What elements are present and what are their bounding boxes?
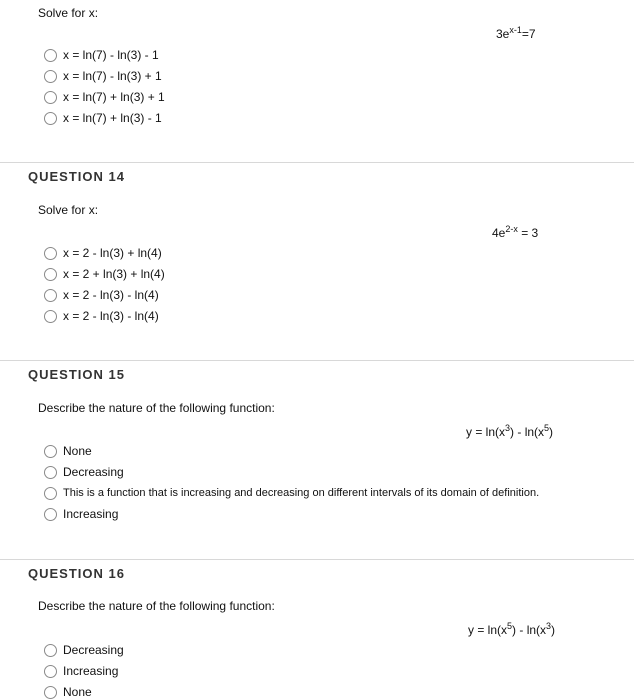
radio-button[interactable] xyxy=(44,445,57,458)
option-label: x = ln(7) - ln(3) - 1 xyxy=(63,48,159,62)
q15-option-3[interactable] xyxy=(44,484,539,502)
option-label: This is a function that is increasing and decreasing on different intervals of its domain of definition. xyxy=(63,487,540,499)
q15-equation: $y = \ln(x^3) - \ln(x^5)$ xyxy=(466,423,554,439)
radio-button[interactable] xyxy=(44,665,57,678)
q14-option-4[interactable] xyxy=(44,307,159,325)
radio-button[interactable] xyxy=(44,644,57,657)
q13-option-1[interactable] xyxy=(44,46,159,64)
option-label: x = ln(7) - ln(3) + 1 xyxy=(63,69,162,83)
radio-button[interactable] xyxy=(44,247,57,260)
q16-header: QUESTION 16 xyxy=(28,566,125,581)
radio-button[interactable] xyxy=(44,466,57,479)
option-label: Decreasing xyxy=(63,465,124,479)
q13-option-2[interactable] xyxy=(44,67,162,85)
option-label: x = 2 - ln(3) - ln(4) xyxy=(63,288,159,302)
q13-equation: $3e^{x-1}=7$ xyxy=(496,25,536,41)
q14-option-3[interactable] xyxy=(44,286,159,304)
radio-button[interactable] xyxy=(44,508,57,521)
q16-option-2[interactable] xyxy=(44,662,118,680)
q13-prompt: Solve for x: xyxy=(38,6,99,20)
q16-prompt: Describe the nature of the following function: xyxy=(38,599,275,613)
question-13 xyxy=(0,0,634,162)
option-label: Decreasing xyxy=(63,643,124,657)
option-label: x = ln(7) + ln(3) + 1 xyxy=(63,90,165,104)
radio-button[interactable] xyxy=(44,70,57,83)
option-label: None xyxy=(63,444,92,458)
question-15 xyxy=(0,361,634,559)
q15-option-1[interactable] xyxy=(44,442,92,460)
q16-option-3[interactable] xyxy=(44,683,92,700)
radio-button[interactable] xyxy=(44,487,57,500)
q13-option-3[interactable] xyxy=(44,88,165,106)
question-16 xyxy=(0,560,634,700)
q14-header: QUESTION 14 xyxy=(28,169,125,184)
q15-option-4[interactable] xyxy=(44,505,118,523)
radio-button[interactable] xyxy=(44,310,57,323)
q14-option-2[interactable] xyxy=(44,265,165,283)
radio-button[interactable] xyxy=(44,49,57,62)
radio-button[interactable] xyxy=(44,268,57,281)
option-label: None xyxy=(63,685,92,699)
q15-prompt: Describe the nature of the following function: xyxy=(38,401,275,415)
q14-prompt: Solve for x: xyxy=(38,203,99,217)
q15-header: QUESTION 15 xyxy=(28,367,125,382)
option-label: Increasing xyxy=(63,664,119,678)
option-label: Increasing xyxy=(63,507,119,521)
q14-equation: $4e^{2-x} = 3$ xyxy=(492,224,539,240)
option-label: x = ln(7) + ln(3) - 1 xyxy=(63,111,162,125)
q15-option-2[interactable] xyxy=(44,463,124,481)
radio-button[interactable] xyxy=(44,91,57,104)
q14-option-1[interactable] xyxy=(44,244,162,262)
q13-option-4[interactable] xyxy=(44,109,162,127)
option-label: x = 2 - ln(3) + ln(4) xyxy=(63,246,162,260)
radio-button[interactable] xyxy=(44,112,57,125)
q16-option-1[interactable] xyxy=(44,641,124,659)
radio-button[interactable] xyxy=(44,686,57,699)
q16-equation: $y = \ln(x^5) - \ln(x^3)$ xyxy=(468,621,556,637)
option-label: x = 2 - ln(3) - ln(4) xyxy=(63,309,159,323)
question-14 xyxy=(0,163,634,360)
option-label: x = 2 + ln(3) + ln(4) xyxy=(63,267,165,281)
radio-button[interactable] xyxy=(44,289,57,302)
